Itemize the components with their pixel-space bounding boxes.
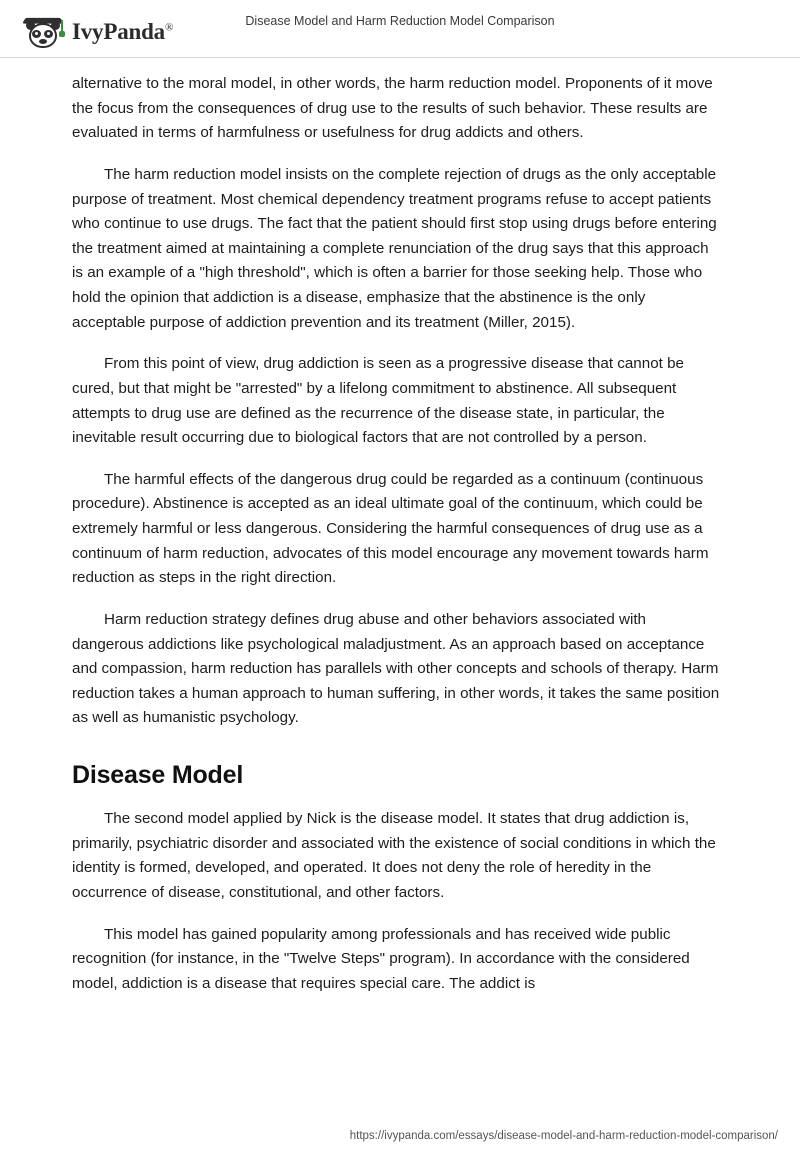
brand-name-text: IvyPanda (72, 19, 165, 44)
document-body (72, 72, 720, 996)
paragraph: From this point of view, drug addiction is seen as a progressive disease that cannot be cured, but that might be "arrested" by a lifelong commitment to abstinence. All subsequent attempts to drug use are defined as the recurrence of the disease state, in particular, the inevitable result occurring due to biological factors that are not controlled by a person. (72, 355, 684, 447)
section-heading: Disease Model (72, 761, 244, 789)
paragraph: This model has gained popularity among professionals and has received wide public recognition (for instance, in the "Twelve Steps" program). In accordance with the considered model, addiction is a disease that requires special care. The addict is (72, 925, 690, 992)
page-header (0, 0, 800, 58)
footer-source-url[interactable]: https://ivypanda.com/essays/disease-model-and-harm-reduction-model-comparison/ (349, 1130, 778, 1142)
paragraph: alternative to the moral model, in other words, the harm reduction model. Proponents of it move the focus from the consequences of drug use to the results of such behavior. These results are evaluated in terms of harmfulness or usefulness for drug addicts and others. (72, 75, 713, 142)
tassel-knot-shape (59, 31, 65, 37)
panda-eye-left (32, 30, 41, 38)
header-divider (0, 57, 800, 58)
brand-registered-mark: ® (164, 21, 174, 34)
panda-snout (39, 39, 47, 44)
document-title: Disease Model and Harm Reduction Model Comparison (245, 14, 555, 28)
paragraph: Harm reduction strategy defines drug abuse and other behaviors associated with dangerous addictions like psychological maladjustment. As an approach based on acceptance and compassion, harm reduction has parallels with other concepts and schools of therapy. Harm reduction takes a human approach to human suffering, in other words, it takes the same position as well as humanistic psychology. (72, 610, 720, 727)
paragraph: The second model applied by Nick is the disease model. It states that drug addiction is, primarily, psychiatric disorder and associated with the existence of social conditions in which the identity is formed, developed, and operated. It does not deny the role of heredity in the occurrence of disease, constitutional, and other factors. (72, 810, 716, 901)
panda-eye-right (44, 30, 53, 38)
paragraph: The harmful effects of the dangerous drug could be regarded as a continuum (continuous procedure). Abstinence is accepted as an ideal ultimate goal of the continuum, which could be extremely harmful or less dangerous. Considering the harmful consequences of drug use as a continuum of harm reduction, advocates of this model encourage any movement towards harm reduction as steps in the right direction. (72, 470, 709, 587)
paragraph: The harm reduction model insists on the complete rejection of drugs as the only acceptable purpose of treatment. Most chemical dependency treatment programs refuse to accept patients who continue to use drugs. The fact that the patient should first stop using drugs before entering the treatment aimed at maintaining a complete renunciation of the drug says that this approach is an example of a "high threshold", which is often a barrier for those seeking help. Those who hold the opinion that addiction is a disease, emphasize that the abstinence is the only acceptable purpose of addiction prevention and its treatment (Miller, 2015). (72, 165, 717, 331)
